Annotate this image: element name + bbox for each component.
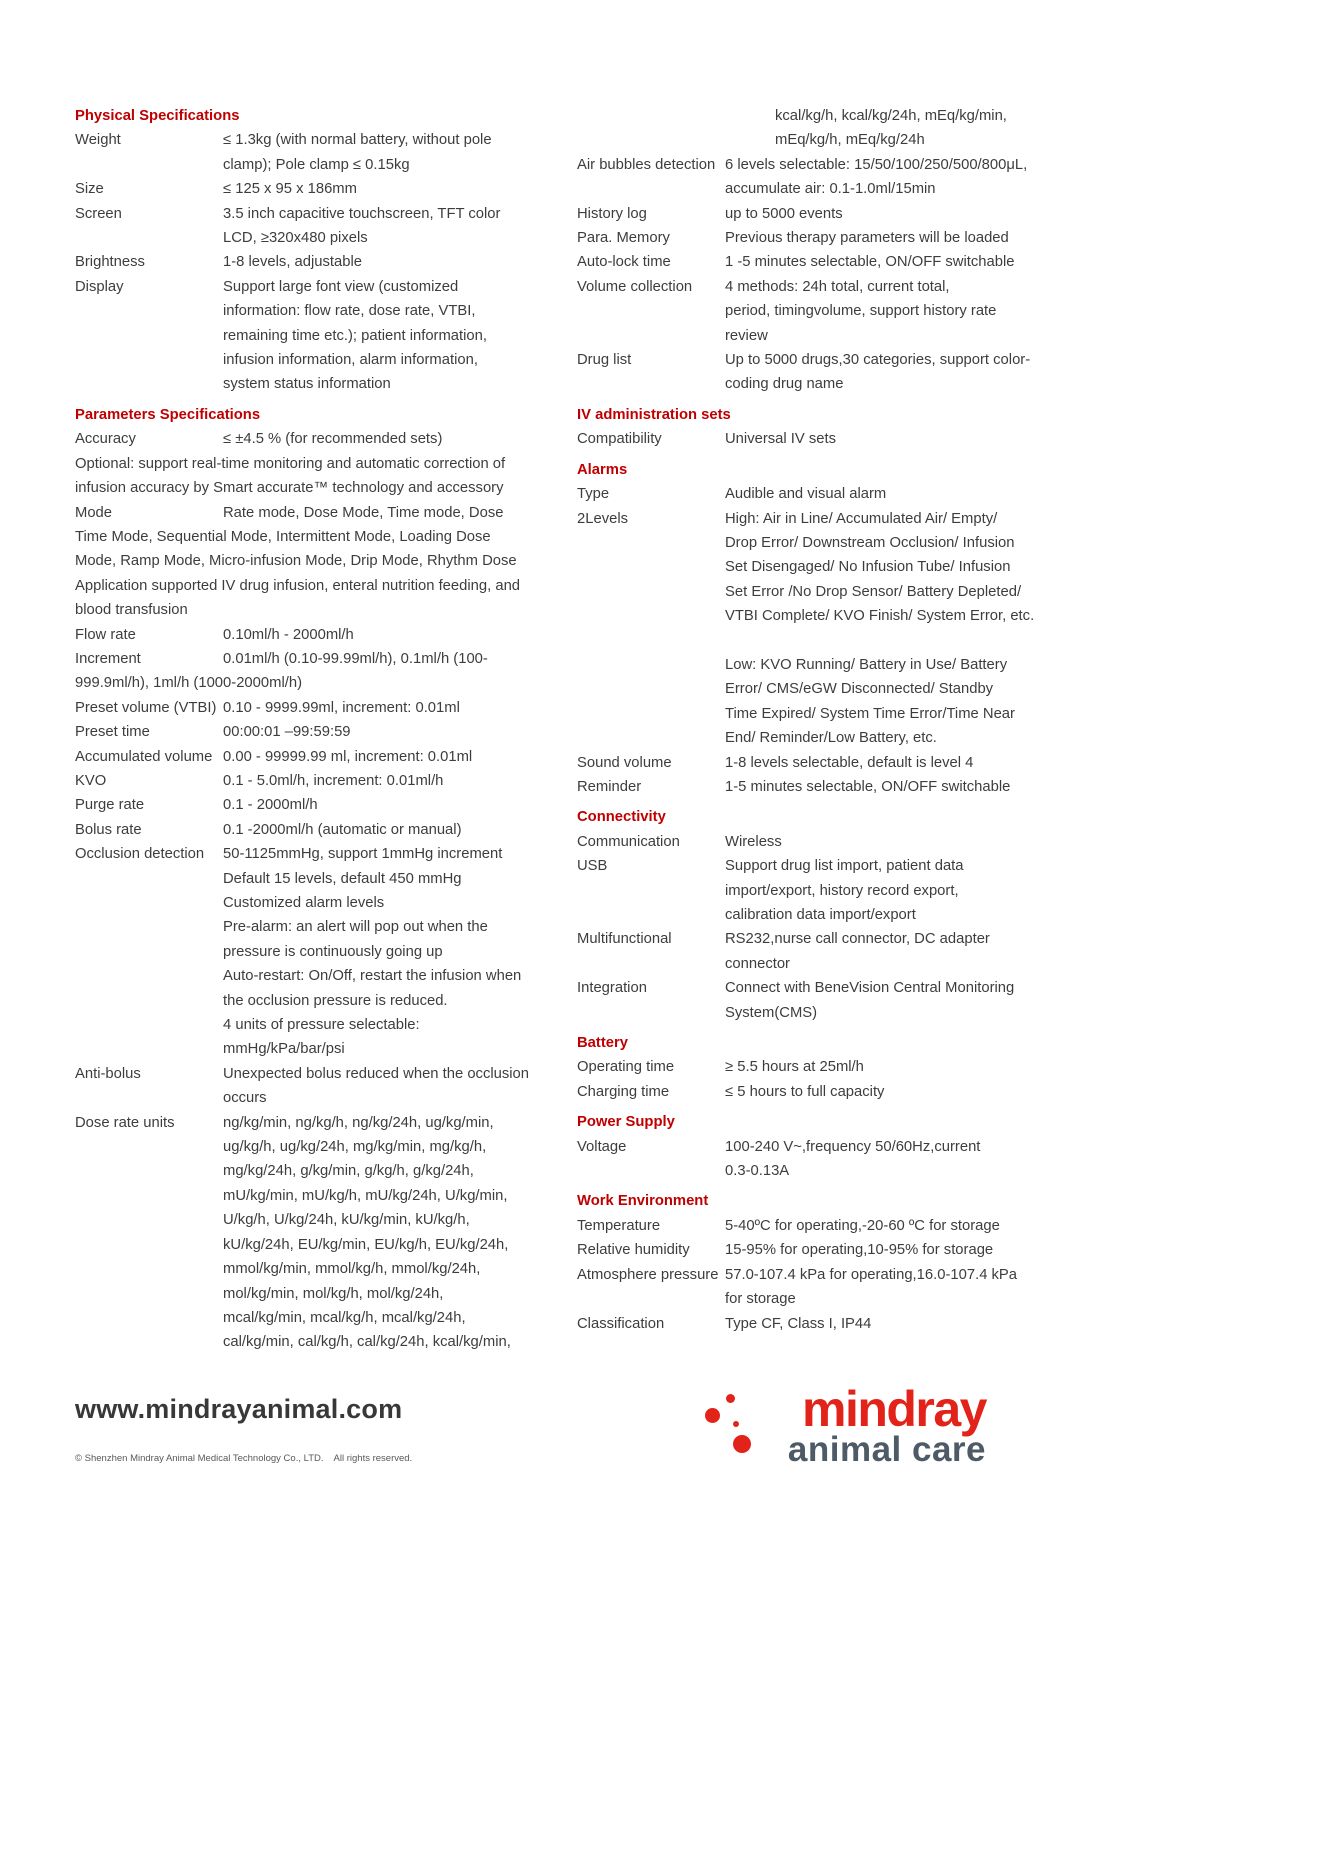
spec-row [75, 745, 537, 769]
spec-value-line: System(CMS) [725, 1004, 818, 1021]
spec-value-line: Wireless [725, 833, 782, 850]
spec-value [725, 976, 1047, 1025]
spec-value [725, 1263, 1047, 1312]
spec-text-line: kcal/kg/h, kcal/kg/24h, mEq/kg/min, [775, 108, 1007, 124]
spec-value [725, 275, 1047, 348]
spec-row [75, 720, 537, 744]
website-url: www.mindrayanimal.com [75, 1394, 403, 1424]
spec-row [577, 427, 1047, 451]
logo-text [764, 1381, 986, 1469]
spec-label: Size [75, 181, 104, 198]
logo-subtext: animal care [787, 1430, 986, 1469]
section-heading: IV administration sets [577, 406, 731, 423]
spec-value-line: mg/kg/24h, g/kg/min, g/kg/h, g/kg/24h, [223, 1163, 474, 1180]
spec-row [577, 348, 1047, 397]
spec-value-line: cal/kg/min, cal/kg/h, cal/kg/24h, kcal/kg/min, [223, 1334, 511, 1351]
spec-value [725, 775, 1047, 799]
spec-value-line: ng/kg/min, ng/kg/h, ng/kg/24h, ug/kg/min, [223, 1114, 494, 1131]
spec-value-line: infusion information, alarm information, [223, 352, 478, 369]
spec-value-line: End/ Reminder/Low Battery, etc. [725, 730, 937, 747]
spec-value-line: Universal IV sets [725, 431, 837, 448]
spec-value-line: Customized alarm levels [223, 895, 385, 911]
spec-value [223, 177, 537, 201]
spec-row [577, 775, 1047, 799]
spec-value-line: Connect with BeneVision Central Monitoring [725, 980, 1015, 997]
spec-row [75, 275, 537, 397]
spec-value-line: Error/ CMS/eGW Disconnected/ Standby [725, 681, 994, 698]
spec-row [577, 751, 1047, 775]
spec-value-line: system status information [223, 376, 391, 393]
spec-row [75, 623, 537, 647]
spec-value-line: 0.00 - 99999.99 ml, increment: 0.01ml [223, 748, 473, 765]
spec-value-line: review [725, 327, 768, 344]
spec-value-line: 1 -5 minutes selectable, ON/OFF switchable [725, 254, 1015, 271]
spec-value-line: 5-40ºC for operating,-20-60 ºC for storage [725, 1217, 1000, 1234]
spec-value [223, 720, 537, 744]
spec-value-line: occurs [223, 1090, 267, 1107]
spec-text-line: Mode, Ramp Mode, Micro-infusion Mode, Drip Mode, Rhythm Dose [75, 553, 517, 570]
spec-row [75, 250, 537, 274]
spec-label: KVO [75, 772, 107, 789]
spec-value-line: 6 levels selectable: 15/50/100/250/500/800μL, [725, 156, 1028, 173]
spec-value [223, 842, 537, 1062]
spec-value-line: VTBI Complete/ KVO Finish/ System Error, etc. [725, 608, 1035, 625]
spec-label: Atmosphere pressure [577, 1266, 719, 1283]
spec-value-line: LCD, ≥320x480 pixels [223, 230, 368, 247]
spec-label: Para. Memory [577, 230, 670, 247]
spec-label: Reminder [577, 778, 642, 795]
spec-value-line: for storage [725, 1291, 796, 1308]
spec-value [223, 647, 537, 671]
spec-row [577, 1312, 1047, 1336]
section-heading: Connectivity [577, 809, 666, 826]
spec-value-line: ≤ 1.3kg (with normal battery, without pole [223, 132, 492, 149]
mindray-animal-care-logo [702, 1381, 992, 1478]
spec-value [223, 745, 537, 769]
spec-value-line: period, timingvolume, support history rate [725, 303, 997, 320]
spec-value-line: 1-8 levels selectable, default is level 4 [725, 754, 974, 771]
spec-value [725, 202, 1047, 226]
spec-value-line: information: flow rate, dose rate, VTBI, [223, 303, 476, 320]
spec-row [577, 927, 1047, 976]
spec-value-line: the occlusion pressure is reduced. [223, 992, 448, 1009]
spec-row [577, 1080, 1047, 1104]
spec-value [725, 854, 1047, 927]
spec-value [725, 226, 1047, 250]
spec-value-line: 0.10ml/h - 2000ml/h [223, 626, 354, 643]
spec-text-line: Application supported IV drug infusion, enteral nutrition feeding, and [75, 577, 521, 594]
spec-row [75, 427, 537, 451]
spec-value-line: 0.1 - 5.0ml/h, increment: 0.01ml/h [223, 772, 444, 789]
spec-value [725, 1135, 1047, 1184]
spec-label: 2Levels [577, 510, 629, 527]
spec-value [223, 501, 537, 525]
spec-row [75, 842, 537, 1062]
spec-text-line: Time Mode, Sequential Mode, Intermittent Mode, Loading Dose [75, 528, 491, 545]
spec-label: Dose rate units [75, 1114, 175, 1131]
spec-row [577, 1135, 1047, 1184]
spec-value-line: Low: KVO Running/ Battery in Use/ Battery [725, 656, 1008, 673]
spec-text-line: Optional: support real-time monitoring and automatic correction of [75, 455, 506, 472]
spec-value-line: remaining time etc.); patient information, [223, 327, 487, 344]
spec-value-line: Support large font view (customized [223, 278, 459, 295]
spec-value [725, 250, 1047, 274]
spec-value-line: mcal/kg/min, mcal/kg/h, mcal/kg/24h, [223, 1309, 466, 1326]
spec-label: USB [577, 858, 608, 875]
spec-row [577, 1238, 1047, 1262]
spec-value [725, 348, 1047, 397]
spec-label: Communication [577, 833, 680, 850]
spec-value-line: Unexpected bolus reduced when the occlusion [223, 1065, 530, 1082]
spec-value-line: kU/kg/24h, EU/kg/min, EU/kg/h, EU/kg/24h, [223, 1236, 509, 1253]
spec-value [223, 250, 537, 274]
spec-label: Brightness [75, 254, 145, 271]
spec-value [725, 830, 1047, 854]
spec-row [75, 696, 537, 720]
spec-row [75, 818, 537, 842]
spec-label: Volume collection [577, 278, 693, 295]
spec-row [75, 769, 537, 793]
spec-label: Charging time [577, 1083, 670, 1100]
spec-row [577, 275, 1047, 348]
spec-label: Preset volume (VTBI) [75, 699, 217, 716]
spec-value [223, 1111, 537, 1355]
spec-value [725, 507, 1047, 751]
spec-value-line: ≤ ±4.5 % (for recommended sets) [223, 431, 443, 448]
spec-value [223, 427, 537, 451]
spec-row [75, 202, 537, 251]
spec-value-line: pressure is continuously going up [223, 943, 443, 960]
spec-value [725, 1312, 1047, 1336]
spec-text-line: mEq/kg/h, mEq/kg/24h [775, 132, 925, 149]
spec-value [223, 1062, 537, 1111]
spec-value [725, 751, 1047, 775]
section-heading: Physical Specifications [75, 108, 240, 124]
spec-label: Multifunctional [577, 931, 672, 948]
spec-value-line: 57.0-107.4 kPa for operating,16.0-107.4 kPa [725, 1266, 1018, 1283]
spec-label: Anti-bolus [75, 1065, 141, 1082]
spec-value-line: 0.1 - 2000ml/h [223, 797, 318, 814]
spec-label: Auto-lock time [577, 254, 671, 271]
spec-value-line: Type CF, Class I, IP44 [725, 1315, 872, 1332]
spec-value-line: clamp); Pole clamp ≤ 0.15kg [223, 156, 410, 173]
spec-value-line [725, 629, 1047, 653]
spec-row [75, 647, 537, 671]
spec-label: Preset time [75, 724, 150, 741]
spec-row [75, 501, 537, 525]
spec-value [725, 1214, 1047, 1238]
spec-label: Flow rate [75, 626, 136, 643]
spec-label: Voltage [577, 1138, 627, 1155]
spec-label: Increment [75, 650, 141, 667]
spec-value-line: Set Disengaged/ No Infusion Tube/ Infusion [725, 559, 1011, 576]
spec-value-line: Rate mode, Dose Mode, Time mode, Dose [223, 504, 504, 521]
spec-value-line: up to 5000 events [725, 205, 843, 222]
spec-row [577, 1263, 1047, 1312]
spec-row [577, 1055, 1047, 1079]
spec-label: History log [577, 205, 647, 222]
spec-label: Bolus rate [75, 821, 142, 838]
spec-row [75, 793, 537, 817]
section-heading: Alarms [577, 461, 628, 478]
spec-row [577, 153, 1047, 202]
spec-value-line: 3.5 inch capacitive touchscreen, TFT color [223, 205, 501, 222]
spec-value-line: High: Air in Line/ Accumulated Air/ Empty/ [725, 510, 998, 527]
spec-label: Relative humidity [577, 1242, 690, 1259]
spec-value-line: 00:00:01 –99:59:59 [223, 724, 351, 741]
spec-value-line: RS232,nurse call connector, DC adapter [725, 931, 990, 948]
spec-value [725, 482, 1047, 506]
spec-value [725, 153, 1047, 202]
spec-value [223, 793, 537, 817]
spec-value-line: 0.3-0.13A [725, 1163, 790, 1180]
spec-row [577, 482, 1047, 506]
spec-row [577, 1214, 1047, 1238]
spec-row [577, 830, 1047, 854]
logo-brand-text: mindray [801, 1381, 986, 1437]
spec-value-line: Previous therapy parameters will be loaded [725, 230, 1009, 247]
spec-value-line: Auto-restart: On/Off, restart the infusion when [223, 968, 522, 985]
spec-label: Occlusion detection [75, 846, 205, 863]
section-heading: Parameters Specifications [75, 406, 261, 423]
spec-value [223, 202, 537, 251]
spec-value-line: mU/kg/min, mU/kg/h, mU/kg/24h, U/kg/min, [223, 1187, 508, 1204]
spec-value-line: calibration data import/export [725, 907, 916, 923]
left-column [75, 104, 537, 1355]
spec-value-line: mmHg/kPa/bar/psi [223, 1041, 345, 1058]
spec-value-line: 15-95% for operating,10-95% for storage [725, 1242, 994, 1259]
spec-value-line: Set Error /No Drop Sensor/ Battery Depleted/ [725, 583, 1022, 600]
spec-value-line: import/export, history record export, [725, 882, 959, 899]
spec-text-line: blood transfusion [75, 602, 188, 619]
logo-dot [705, 1408, 720, 1423]
spec-row [577, 226, 1047, 250]
section-heading: Power Supply [577, 1114, 675, 1131]
spec-value-line: 0.10 - 9999.99ml, increment: 0.01ml [223, 699, 460, 716]
spec-row [577, 250, 1047, 274]
spec-value-line: Up to 5000 drugs,30 categories, support color- [725, 352, 1031, 369]
spec-label: Screen [75, 205, 122, 222]
spec-value [223, 128, 537, 177]
logo-dots-icon [702, 1394, 766, 1470]
spec-value-line: 4 methods: 24h total, current total, [725, 278, 950, 295]
spec-label: Purge rate [75, 797, 145, 814]
spec-text-line: 999.9ml/h), 1ml/h (1000-2000ml/h) [75, 675, 302, 692]
spec-row [577, 976, 1047, 1025]
spec-label: Accumulated volume [75, 748, 213, 765]
spec-value-line: 0.01ml/h (0.10-99.99ml/h), 0.1ml/h (100- [223, 650, 488, 667]
spec-value-line: Drop Error/ Downstream Occlusion/ Infusion [725, 534, 1015, 551]
spec-value-line: Support drug list import, patient data [725, 858, 964, 875]
spec-value [223, 818, 537, 842]
spec-value-line: Time Expired/ System Time Error/Time Near [725, 705, 1015, 722]
spec-value-line: ug/kg/h, ug/kg/24h, mg/kg/min, mg/kg/h, [223, 1139, 487, 1156]
spec-value [725, 927, 1047, 976]
spec-value [725, 1055, 1047, 1079]
spec-value [223, 769, 537, 793]
spec-value [223, 275, 537, 397]
spec-value [223, 696, 537, 720]
spec-value [725, 1080, 1047, 1104]
spec-row [75, 177, 537, 201]
spec-value-line: 0.1 -2000ml/h (automatic or manual) [223, 821, 462, 838]
spec-label: Weight [75, 132, 121, 149]
spec-value [725, 427, 1047, 451]
spec-value-line: connector [725, 955, 790, 972]
logo-dot [733, 1435, 751, 1453]
section-heading: Battery [577, 1035, 628, 1052]
spec-row [577, 854, 1047, 927]
spec-label: Operating time [577, 1059, 675, 1076]
copyright-text: © Shenzhen Mindray Animal Medical Technology Co., LTD. All rights reserved. [75, 1453, 413, 1464]
spec-value-line: 50-1125mmHg, support 1mmHg increment [223, 846, 503, 863]
spec-label: Accuracy [75, 431, 136, 448]
logo-dot [726, 1394, 735, 1403]
spec-value-line: ≤ 5 hours to full capacity [725, 1083, 885, 1100]
spec-row [577, 202, 1047, 226]
spec-label: Compatibility [577, 431, 662, 448]
spec-row [75, 128, 537, 177]
spec-label: Temperature [577, 1217, 661, 1234]
spec-value-line: mmol/kg/min, mmol/kg/h, mmol/kg/24h, [223, 1261, 481, 1278]
spec-value-line: 1-8 levels, adjustable [223, 254, 363, 271]
section-heading: Work Environment [577, 1193, 709, 1210]
spec-value-line: 1-5 minutes selectable, ON/OFF switchable [725, 778, 1011, 795]
spec-row [577, 507, 1047, 751]
spec-value-line: mol/kg/min, mol/kg/h, mol/kg/24h, [223, 1285, 444, 1302]
spec-row [75, 1111, 537, 1355]
spec-value-line: ≥ 5.5 hours at 25ml/h [725, 1059, 864, 1076]
spec-value-line: ≤ 125 x 95 x 186mm [223, 181, 357, 198]
spec-text-line: infusion accuracy by Smart accurate™ technology and accessory [75, 480, 504, 497]
spec-row [75, 1062, 537, 1111]
spec-label: Air bubbles detection [577, 156, 716, 173]
spec-label: Sound volume [577, 754, 672, 771]
spec-label: Mode [75, 504, 113, 521]
logo-dot [733, 1421, 739, 1427]
spec-value-line: 4 units of pressure selectable: [223, 1017, 420, 1034]
spec-value [725, 1238, 1047, 1262]
right-column [577, 104, 1047, 1336]
spec-value-line: U/kg/h, U/kg/24h, kU/kg/min, kU/kg/h, [223, 1212, 470, 1229]
spec-label: Classification [577, 1315, 665, 1332]
spec-value-line: accumulate air: 0.1-1.0ml/15min [725, 181, 936, 198]
spec-label: Type [577, 486, 610, 503]
spec-label: Drug list [577, 352, 632, 369]
spec-label: Display [75, 278, 124, 295]
spec-value-line: coding drug name [725, 376, 844, 393]
spec-value-line: Default 15 levels, default 450 mmHg [223, 870, 462, 887]
spec-value [223, 623, 537, 647]
spec-value-line: Audible and visual alarm [725, 486, 887, 503]
spec-value-line: 100-240 V~,frequency 50/60Hz,current [725, 1138, 981, 1155]
spec-label: Integration [577, 980, 647, 997]
spec-value-line: Pre-alarm: an alert will pop out when the [223, 919, 488, 936]
